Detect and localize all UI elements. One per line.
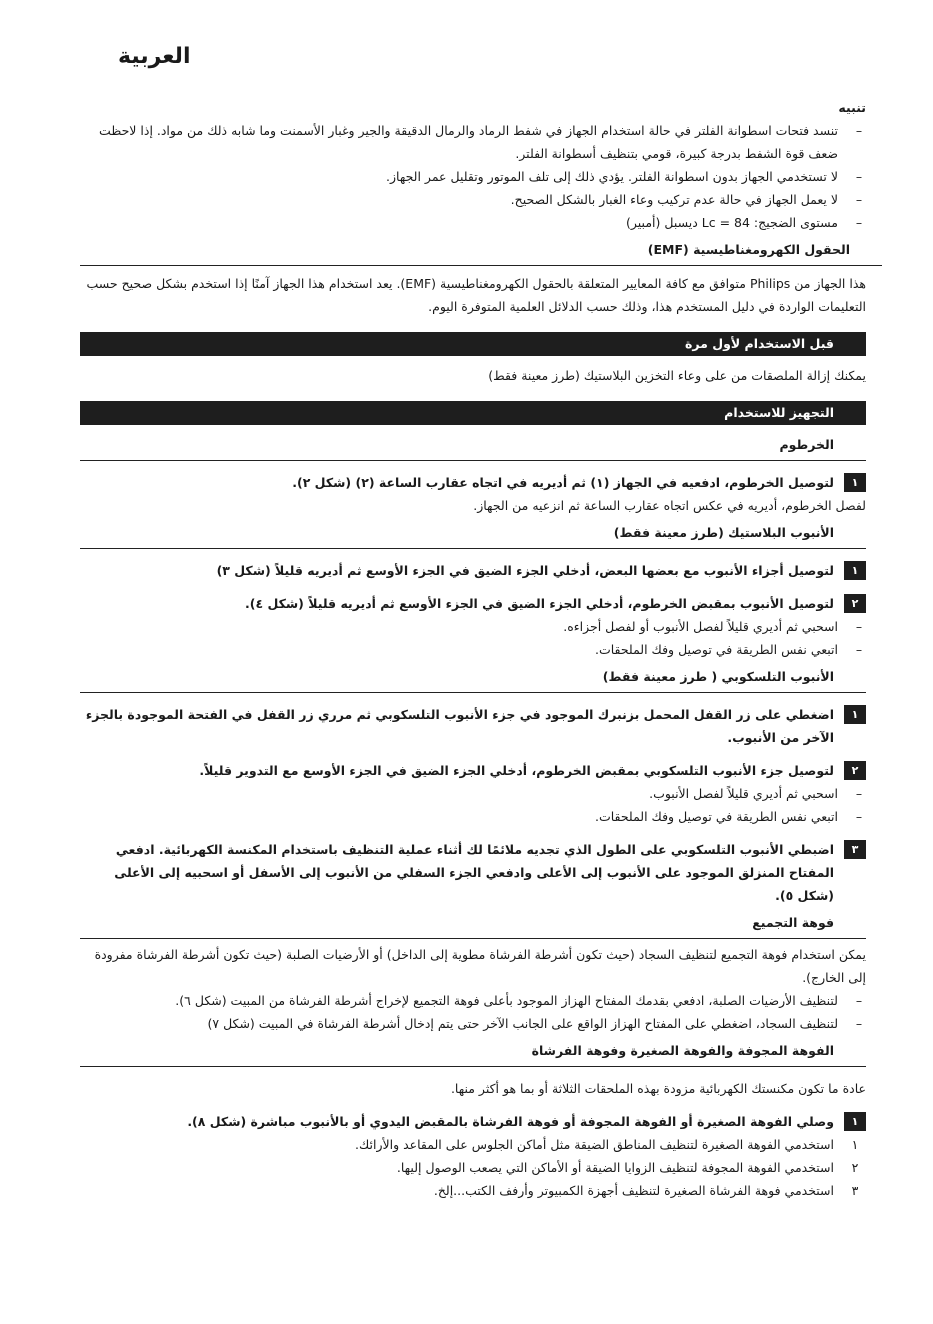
item-number: ١ — [851, 1137, 859, 1152]
telescopic-step-3 — [80, 838, 866, 907]
accessories-heading: الفوهة المجوفة والفوهة الصغيرة وفوهة الفرشاة — [80, 1039, 866, 1067]
section-bar-preparing: التجهيز للاستخدام — [80, 401, 866, 425]
dash-marker: – — [855, 786, 863, 801]
step-number-badge: ٢ — [844, 761, 866, 780]
bullet-text: اتبعي نفس الطريقة في توصيل وفك الملحقات. — [594, 809, 838, 824]
telescopic-tube-heading: الأنبوب التلسكوبي ( طرز معينة فقط) — [80, 665, 866, 693]
telescopic-step-1 — [80, 703, 866, 749]
section-bar-before-first-use: قبل الاستخدام لأول مرة — [80, 332, 866, 356]
list-item — [80, 1156, 866, 1179]
hose-note: لفصل الخرطوم، أديريه في عكس اتجاه عقارب الساعة ثم انزعيه من الجهاز. — [473, 498, 866, 513]
hose-step-1 — [80, 471, 866, 494]
dash-marker: – — [855, 1016, 863, 1031]
item-number: ٢ — [851, 1160, 859, 1175]
caution-list — [80, 119, 866, 234]
before-first-use-text: يمكنك إزالة الملصقات من على وعاء التخزين البلاستيك (طرز معينة فقط) — [488, 368, 866, 383]
dash-marker: – — [855, 642, 863, 657]
step-number-badge: ٢ — [844, 594, 866, 613]
list-item — [80, 1133, 866, 1156]
list-item — [80, 119, 870, 165]
step-number-badge: ١ — [844, 705, 866, 724]
item-text: استخدمي الفوهة الصغيرة لتنظيف المناطق الضيقة مثل أماكن الجلوس على المقاعد والأرائك. — [355, 1137, 834, 1152]
bullet-text: لتنظيف الأرضيات الصلبة، ادفعي بقدمك المفتاح الهزاز الموجود بأعلى فوهة التجميع لإخراج أشرطة الفرشاة من المبيت (شكل ٦). — [175, 993, 838, 1008]
step-text: لتوصيل الخرطوم، ادفعيه في الجهاز (١) ثم أديريه في اتجاه عقارب الساعة (٢) (شكل ٢). — [292, 475, 834, 490]
emf-heading: الحقول الكهرومغناطيسية (EMF) — [80, 238, 882, 266]
caution-item-text: تنسد فتحات اسطوانة الفلتر في حالة استخدام الجهاز في شفط الرماد والرمال الدقيقة والجير وغبار الأسمنت وما شابه ذلك من مواد. إذا لاحظت ضعف قوة الشفط بدرجة كبيرة، قومي بتنظيف أسطوانة الفلتر. — [99, 123, 838, 161]
step-text: وصلي الفوهة الصغيرة أو الفوهة المجوفة أو فوهة الفرشاة بالمقبض اليدوي أو بالأنبوب مباشرة (شكل ٨). — [187, 1114, 834, 1129]
language-title: العربية — [118, 44, 191, 69]
manual-content — [80, 94, 866, 1202]
accessories-numbered-list — [80, 1133, 866, 1202]
nozzle-text: يمكن استخدام فوهة التجميع لتنظيف السجاد (حيث تكون أشرطة الفرشاة مطوية إلى الداخل) أو الأرضيات الصلبة (حيث تكون أشرطة الفرشاة مفرودة إلى الخارج). — [94, 947, 866, 985]
hose-heading: الخرطوم — [80, 433, 866, 461]
caution-item-text: لا تستخدمي الجهاز بدون اسطوانة الفلتر. يؤدي ذلك إلى تلف الموتور وتقليل عمر الجهاز. — [386, 169, 838, 184]
step-text: لتوصيل الأنبوب بمقبض الخرطوم، أدخلي الجزء الضيق في الجزء الأوسع ثم أديريه قليلاً (شكل ٤). — [244, 596, 834, 611]
item-text: استخدمي الفوهة المجوفة لتنظيف الزوايا الضيقة أو الأماكن التي يصعب الوصول إليها. — [396, 1160, 834, 1175]
list-item — [80, 782, 870, 805]
list-item — [80, 638, 870, 661]
item-text: استخدمي فوهة الفرشاة الصغيرة لتنظيف أجهزة الكمبيوتر وأرفف الكتب...إلخ. — [433, 1183, 834, 1198]
plastic-tube-step-1 — [80, 559, 866, 582]
dash-marker: – — [855, 809, 863, 824]
step-text: لتوصيل أجزاء الأنبوب مع بعضها البعض، أدخلي الجزء الضيق في الجزء الأوسع ثم أديريه قليلاً (شكل ٣) — [216, 563, 834, 578]
plastic-tube-step-2 — [80, 592, 866, 615]
step-text: لتوصيل جزء الأنبوب التلسكوبي بمقبض الخرطوم، أدخلي الجزء الضيق في الجزء الأوسع مع التدوير قليلاً. — [199, 763, 834, 778]
plastic-tube-bullets — [80, 615, 866, 661]
list-item — [80, 165, 870, 188]
caution-heading: تنبيه — [838, 100, 866, 115]
step-number-badge: ٣ — [844, 840, 866, 859]
accessories-step-1 — [80, 1110, 866, 1133]
step-text: اضبطي الأنبوب التلسكوبي على الطول الذي تجديه ملائمًا لك أثناء عملية التنظيف باستخدام المكنسة الكهربائية. ادفعي المفتاح المنزلق الموجود على الأنبوب إلى الأعلى وادفعي الجزء السفلي من الأنبوب إلى الأسفل أو اسحبيه إلى الأعلى (شكل ٥). — [114, 842, 834, 903]
dash-marker: – — [855, 993, 863, 1008]
step-number-badge: ١ — [844, 561, 866, 580]
caution-item-text: لا يعمل الجهاز في حالة عدم تركيب وعاء الغبار بالشكل الصحيح. — [510, 192, 838, 207]
bullet-text: اسحبي ثم أديري قليلاً لفصل الأنبوب أو لفصل أجزاءه. — [563, 619, 838, 634]
list-item — [80, 615, 870, 638]
telescopic-bullets — [80, 782, 866, 828]
emf-text: هذا الجهاز من Philips متوافق مع كافة المعايير المتعلقة بالحقول الكهرومغناطيسية (EMF). يعد استخدام هذا الجهاز آمنًا إذا استخدم بشكل صحيح حسب التعليمات الواردة في دليل المستخدم هذا، وذلك حسب الدلائل العلمية المتوفرة اليوم. — [86, 276, 866, 314]
list-item — [80, 1012, 870, 1035]
nozzle-bullets — [80, 989, 866, 1035]
accessories-intro: عادة ما تكون مكنستك الكهربائية مزودة بهذه الملحقات الثلاثة أو بما هو أكثر منها. — [450, 1081, 866, 1096]
step-text: اضغطي على زر القفل المحمل بزنبرك الموجود في جزء الأنبوب التلسكوبي ثم مرري زر القفل في الفتحة الموجودة بالجزء الآخر من الأنبوب. — [85, 707, 834, 745]
bullet-text: اسحبي ثم أديري قليلاً لفصل الأنبوب. — [649, 786, 838, 801]
nozzle-heading: فوهة التجميع — [80, 911, 866, 939]
plastic-tube-heading: الأنبوب البلاستيك (طرز معينة فقط) — [80, 521, 866, 549]
dash-marker: – — [855, 169, 863, 184]
dash-marker: – — [855, 123, 863, 138]
dash-marker: – — [855, 192, 863, 207]
step-number-badge: ١ — [844, 1112, 866, 1131]
list-item — [80, 989, 870, 1012]
list-item — [80, 805, 870, 828]
dash-marker: – — [855, 215, 863, 230]
list-item — [80, 211, 870, 234]
item-number: ٣ — [851, 1183, 859, 1198]
list-item — [80, 188, 870, 211]
list-item — [80, 1179, 866, 1202]
step-number-badge: ١ — [844, 473, 866, 492]
telescopic-step-2 — [80, 759, 866, 782]
bullet-text: اتبعي نفس الطريقة في توصيل وفك الملحقات. — [594, 642, 838, 657]
caution-item-text: مستوى الضجيج: Lc = 84 ديسبل (أمبير) — [626, 215, 838, 230]
bullet-text: لتنظيف السجاد، اضغطي على المفتاح الهزاز الواقع على الجانب الآخر حتى يتم إدخال أشرطة الفرشاة في المبيت (شكل ٧) — [207, 1016, 838, 1031]
dash-marker: – — [855, 619, 863, 634]
